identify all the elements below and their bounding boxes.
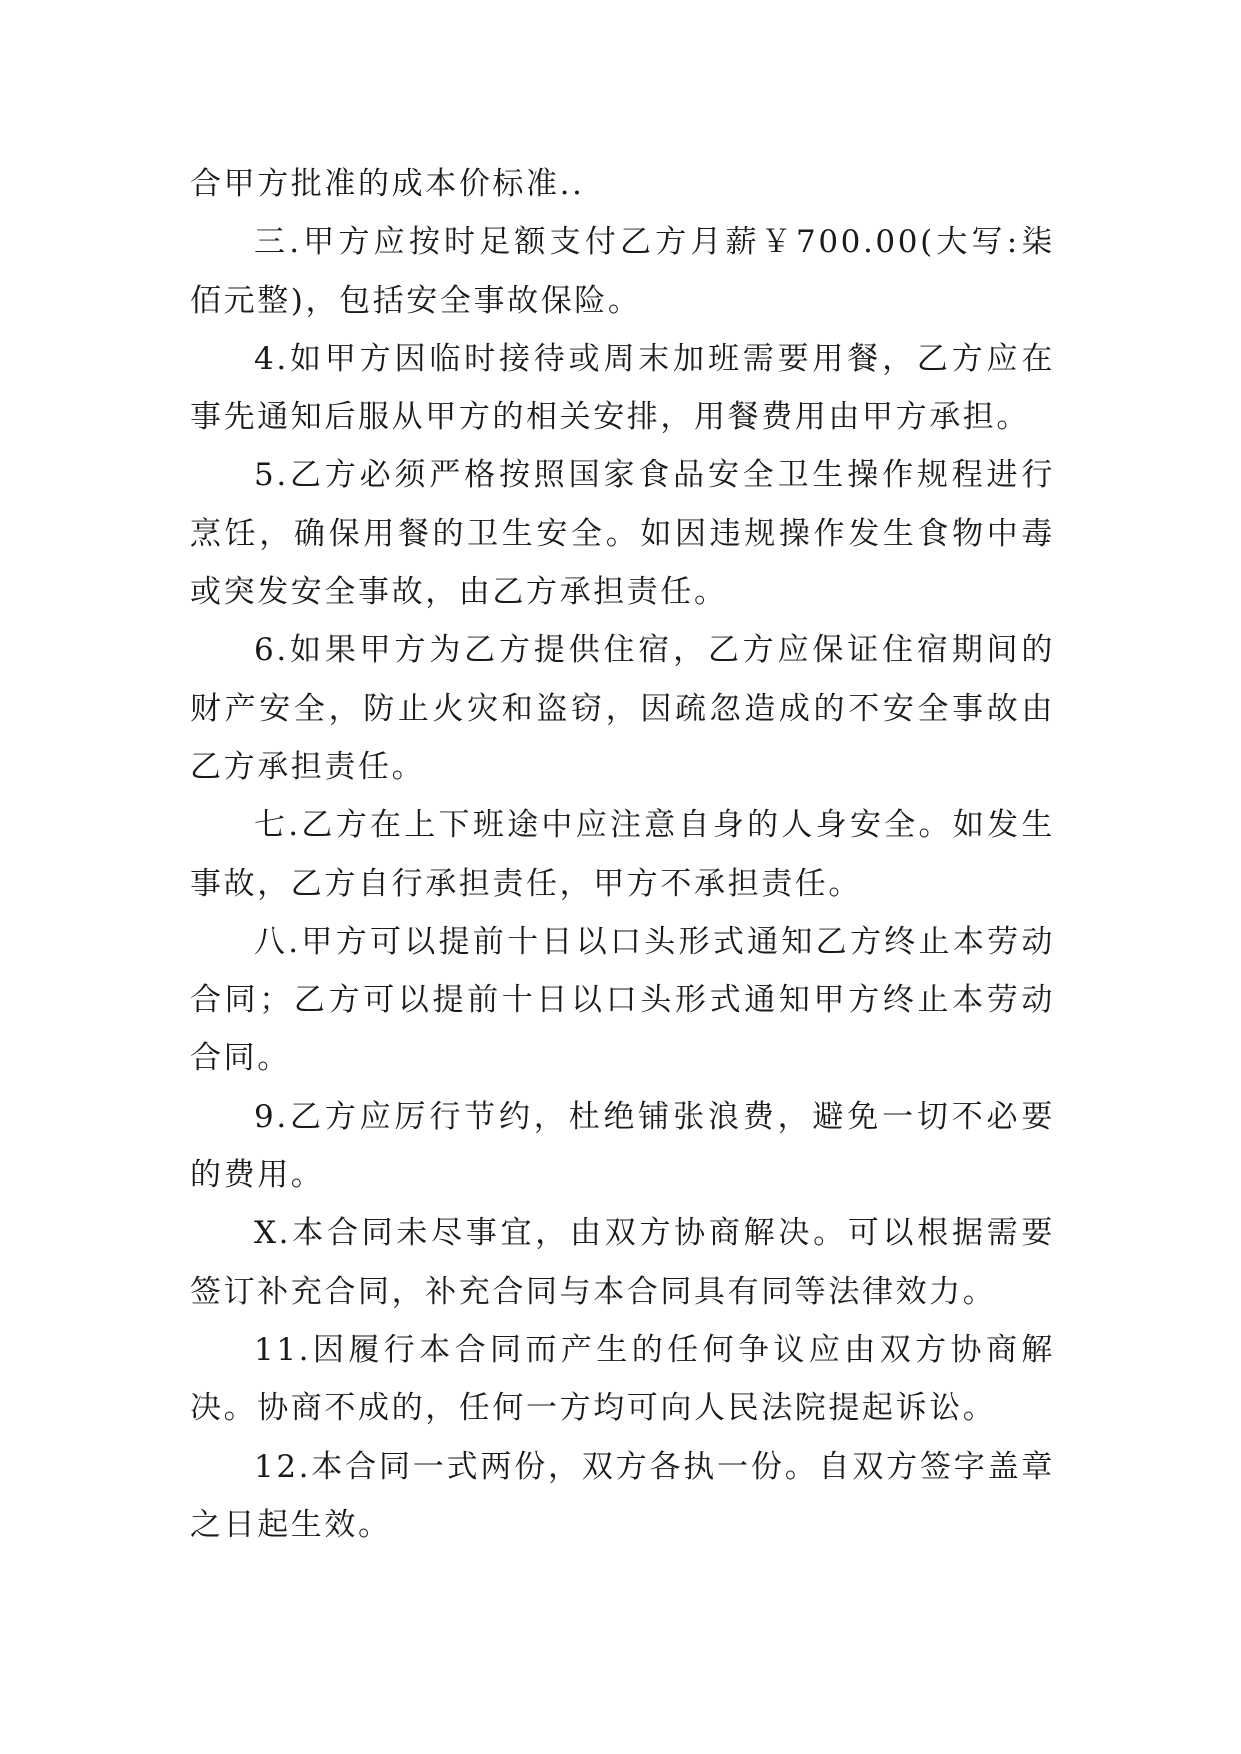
paragraph-clause-6-accommodation: 6.如果甲方为乙方提供住宿，乙方应保证住宿期间的财产安全，防止火灾和盗窃，因疏忽造成的不安全事故由乙方承担责任。 — [190, 632, 1055, 785]
paragraph-clause-4-meals: 4.如甲方因临时接待或周末加班需要用餐，乙方应在事先通知后服从甲方的相关安排，用餐费用由甲方承担。 — [190, 340, 1055, 436]
paragraph-cost-standard: 合甲方批准的成本价标准.. — [190, 166, 585, 202]
paragraph-clause-10-supplement: X.本合同未尽事宜，由双方协商解决。可以根据需要签订补充合同，补充合同与本合同具有同等法律效力。 — [190, 1215, 1055, 1310]
paragraph-clause-12-effect: 12.本合同一式两份，双方各执一份。自双方签字盖章之日起生效。 — [190, 1448, 1055, 1543]
paragraph-clause-9-economy: 9.乙方应厉行节约，杜绝铺张浪费，避免一切不必要的费用。 — [190, 1098, 1055, 1194]
paragraph-clause-11-disputes: 11.因履行本合同而产生的任何争议应由双方协商解决。协商不成的，任何一方均可向人民法院提起诉讼。 — [190, 1331, 1055, 1427]
paragraph-clause-8-termination: 八.甲方可以提前十日以口头形式通知乙方终止本劳动合同；乙方可以提前十日以口头形式通知甲方终止本劳动合同。 — [190, 923, 1055, 1077]
paragraph-clause-3-salary: 三.甲方应按时足额支付乙方月薪￥700.00(大写:柒佰元整)，包括安全事故保险。 — [190, 224, 1055, 319]
paragraph-clause-5-food-safety: 5.乙方必须严格按照国家食品安全卫生操作规程进行烹饪，确保用餐的卫生安全。如因违规操作发生食物中毒或突发安全事故，由乙方承担责任。 — [190, 457, 1055, 611]
paragraph-clause-7-commute: 七.乙方在上下班途中应注意自身的人身安全。如发生事故，乙方自行承担责任，甲方不承担责任。 — [190, 807, 1055, 902]
contract-body — [190, 155, 1055, 1554]
